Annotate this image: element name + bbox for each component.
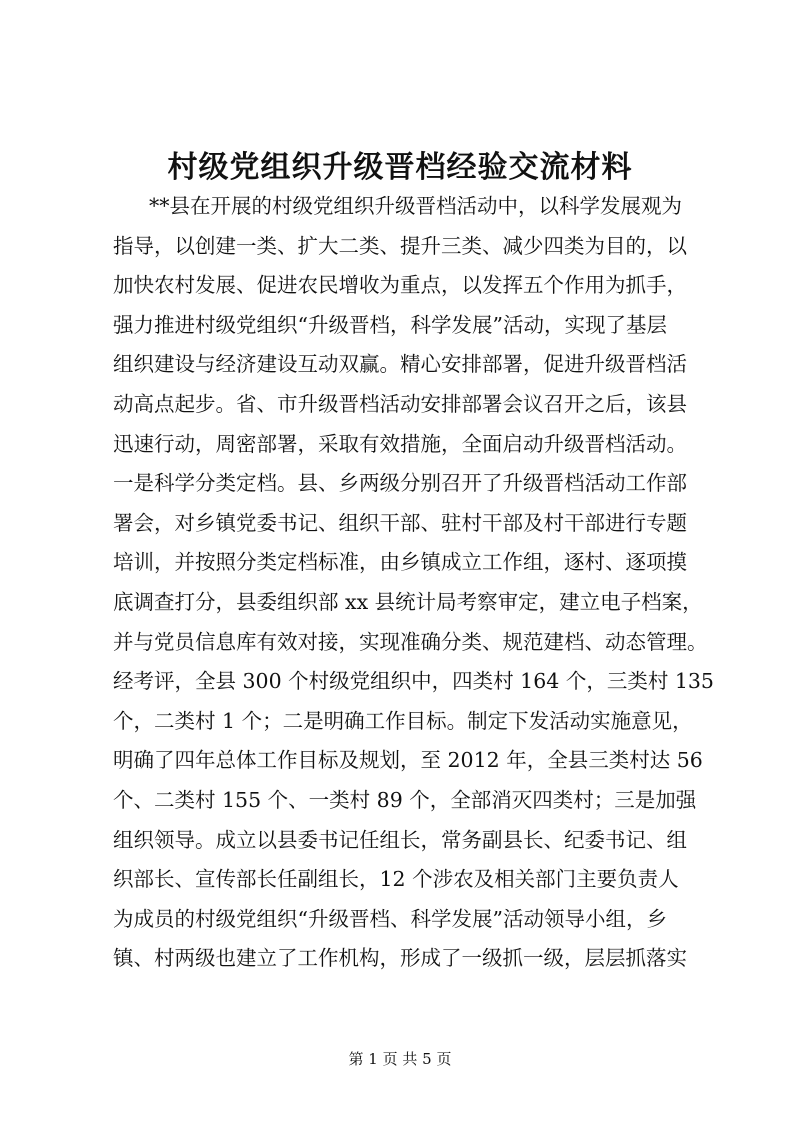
- body-line: 动高点起步。省、市升级晋档活动安排部署会议召开之后，该县: [113, 391, 687, 416]
- document-title: 村级党组织升级晋档经验交流材料: [167, 150, 633, 185]
- body-line: 组织领导。成立以县委书记任组长，常务副县长、纪委书记、组: [113, 827, 687, 852]
- body-line: **县在开展的村级党组织升级晋档活动中，以科学发展观为: [149, 194, 682, 218]
- body-line: 底调查打分，县委组织部 xx 县统计局考察审定，建立电子档案，: [113, 589, 703, 614]
- body-line: 镇、村两级也建立了工作机构，形成了一级抓一级，层层抓落实: [113, 946, 687, 971]
- body-line: 署会，对乡镇党委书记、组织干部、驻村干部及村干部进行专题: [113, 510, 687, 535]
- document-body: [113, 187, 718, 979]
- page-footer: 第 1 页 共 5 页: [348, 1050, 452, 1068]
- body-line: 加快农村发展、促进农民增收为重点，以发挥五个作用为抓手，: [113, 273, 687, 298]
- body-line: 为成员的村级党组织“升级晋档、科学发展”活动领导小组，乡: [113, 906, 667, 931]
- body-line: 明确了四年总体工作目标及规划，至 2012 年，全县三类村达 56: [113, 748, 703, 773]
- body-line: 组织建设与经济建设互动双赢。精心安排部署，促进升级晋档活: [113, 352, 687, 377]
- body-line: 指导，以创建一类、扩大二类、提升三类、减少四类为目的，以: [113, 233, 687, 258]
- body-line: 一是科学分类定档。县、乡两级分别召开了升级晋档活动工作部: [113, 471, 687, 496]
- body-line: 培训，并按照分类定档标准，由乡镇成立工作组，逐村、逐项摸: [113, 550, 687, 575]
- body-line: 并与党员信息库有效对接，实现准确分类、规范建档、动态管理。: [113, 629, 708, 654]
- body-line: 个、二类村 155 个、一类村 89 个，全部消灭四类村；三是加强: [113, 787, 697, 812]
- body-line: 迅速行动，周密部署，采取有效措施，全面启动升级晋档活动。: [113, 431, 687, 456]
- body-line: 织部长、宣传部长任副组长，12 个涉农及相关部门主要负责人: [113, 867, 679, 892]
- body-line: 强力推进村级党组织“升级晋档，科学发展”活动，实现了基层: [113, 312, 667, 337]
- body-line: 经考评，全县 300 个村级党组织中，四类村 164 个，三类村 135: [113, 669, 714, 694]
- body-line: 个，二类村 1 个；二是明确工作目标。制定下发活动实施意见，: [113, 708, 693, 733]
